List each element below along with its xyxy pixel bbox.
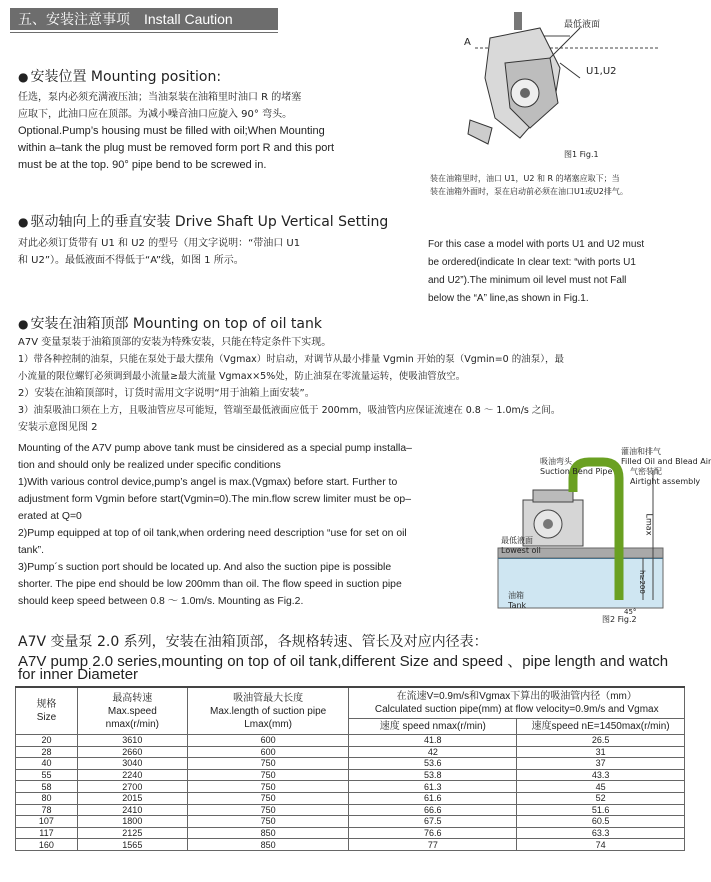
text-line: be ordered(indicate In clear text: “with ports U1 [428, 257, 636, 268]
cell-max-length: 600 [187, 735, 349, 747]
fig2-label-oil [501, 535, 541, 555]
text-line: 对此必须订货带有 U1 和 U2 的型号（用文字说明：“带油口 U1 [18, 238, 301, 249]
cell-max-length: 750 [187, 792, 349, 804]
header-speed-cn: 最高转速 [112, 692, 153, 704]
section-header-cn: 五、安装注意事项 [18, 12, 130, 28]
cell-max-speed: 2700 [77, 781, 187, 793]
cell-max-length: 750 [187, 781, 349, 793]
fig2-label-seal [630, 466, 700, 486]
section3-body-en [18, 440, 412, 610]
cell-max-length: 600 [187, 746, 349, 758]
fig2-label-pipe [540, 456, 612, 476]
section2-title-text: 驱动轴向上的垂直安装 Drive Shaft Up Vertical Setting [30, 214, 389, 230]
fig2-label-45: 45° [624, 608, 637, 616]
text-line: 1）带各种控制的油泵，只能在泵处于最大摆角（Vgmax）时启动，对调节从最小排量 Vgmin 开始的泵（Vgmin=0 的油泵），最 [18, 354, 564, 365]
table-row [16, 781, 685, 793]
header-sub-speed-1450: 速度speed nE=1450max(r/min) [517, 719, 685, 735]
cell-max-speed: 1565 [77, 839, 187, 851]
cell-max-speed: 2240 [77, 769, 187, 781]
bullet-icon: ● [18, 317, 29, 331]
cell-max-length: 850 [187, 839, 349, 851]
header-speed [77, 687, 187, 735]
cell-diam-1450: 51.6 [517, 804, 685, 816]
fig2-label-tank [508, 590, 526, 610]
table-row [16, 758, 685, 770]
table-row [16, 804, 685, 816]
text-line: 小流量的限位螺钉必须调到最小流量≥最大流量 Vgmax×5%处，防止油泵在零流量运转，使吸油管放空。 [18, 371, 466, 382]
text-line: shorter. The pipe end should be low 200mm than oil. The flow speed in suction pipe [18, 579, 402, 590]
cell-max-speed: 2410 [77, 804, 187, 816]
fig2-label-tank-en: Tank [508, 601, 527, 610]
text-line: erated at Q=0 [18, 511, 82, 522]
text-line: 和 U2”）。最低液面不得低于“A”线，如图 1 所示。 [18, 255, 244, 266]
header-length-unit: Lmax(mm) [244, 718, 292, 730]
fig2-label-fill-cn: 灌油和排气 [621, 447, 661, 456]
text-line: 3)Pump´s suction port should be located up. And also the suction pipe is possible [18, 562, 392, 573]
fig1-caption: 图1 Fig.1 [564, 150, 599, 159]
table-title-en-line2: for inner Diameter [18, 666, 139, 683]
cell-diam-1450: 74 [517, 839, 685, 851]
table-row [16, 816, 685, 828]
cell-size: 40 [16, 758, 78, 770]
cell-diam-nmax: 67.5 [349, 816, 517, 828]
section2-body-en [428, 236, 644, 308]
spec-table [15, 686, 685, 851]
fig1-drawing [430, 8, 700, 158]
cell-size: 117 [16, 827, 78, 839]
text-line: 2）安装在油箱顶部时，订货时需用文字说明“用于油箱上面安装”。 [18, 388, 315, 399]
header-sub-speed-max: 速度 speed nmax(r/min) [349, 719, 517, 735]
text-line: and U2”).The minimum oil level must not Fall [428, 275, 627, 286]
section1-title-text: 安装位置 Mounting position: [30, 69, 222, 85]
cell-max-speed: 3610 [77, 735, 187, 747]
table-row [16, 792, 685, 804]
text-line: 3）油泵吸油口须在上方，且吸油管应尽可能短，管端至最低液面应低于 200mm，吸油管内应保证流速在 0.8 ～ 1.0m/s 之间。 [18, 405, 561, 416]
header-length-cn: 吸油管最大长度 [233, 692, 304, 704]
fig2-label-oil-cn: 最低液面 [501, 536, 533, 545]
fig2-label-fill-en: Filled Oil and Blead Air [621, 457, 711, 466]
cell-size: 55 [16, 769, 78, 781]
header-rule [10, 32, 278, 33]
table-header-row [16, 687, 685, 719]
cell-diam-1450: 60.5 [517, 816, 685, 828]
cell-diam-nmax: 61.3 [349, 781, 517, 793]
fig2-label-seal-cn: 气密装配 [630, 467, 662, 476]
fig2-label-seal-en: Airtight assembly [630, 477, 701, 486]
section2-title [18, 211, 388, 231]
cell-max-speed: 1800 [77, 816, 187, 828]
text-line: 任选，泵内必须充满液压油；当油泵装在油箱里时油口 R 的堵塞 [18, 92, 302, 103]
header-speed-unit: nmax(r/min) [105, 718, 159, 730]
fig1-note [430, 172, 628, 198]
cell-max-speed: 2660 [77, 746, 187, 758]
cell-diam-nmax: 42 [349, 746, 517, 758]
cell-size: 78 [16, 804, 78, 816]
fig2-label-lmax: Lmax [644, 513, 654, 536]
header-calc-cn: 在流速V=0.9m/s和Vgmax下算出的吸油管内径（mm） [396, 691, 637, 702]
cell-max-length: 750 [187, 758, 349, 770]
header-size-cn: 规格 [36, 699, 57, 710]
text-line: 装在油箱里时，油口 U1，U2 和 R 的堵塞应取下；当 [430, 174, 620, 183]
header-length-en: Max.length of suction pipe [210, 705, 327, 717]
text-line: adjustment form Vgmin before start(Vgmin=0).The min.flow screw limiter must be op– [18, 494, 411, 505]
cell-diam-1450: 52 [517, 792, 685, 804]
text-line: 应取下，此油口应在顶部。为减小噪音油口应旋入 90° 弯头。 [18, 109, 293, 120]
text-line: tion and should only be realized under specific conditions [18, 460, 281, 471]
cell-diam-nmax: 66.6 [349, 804, 517, 816]
cell-max-length: 750 [187, 769, 349, 781]
cell-diam-1450: 31 [517, 746, 685, 758]
cell-size: 160 [16, 839, 78, 851]
text-line: should keep speed between 0.8 ～ 1.0m/s. Mounting as Fig.2. [18, 596, 304, 607]
table-body [16, 735, 685, 851]
section1-body [18, 89, 334, 174]
header-speed-en: Max.speed [107, 705, 157, 717]
header-calc [349, 687, 685, 719]
text-line: For this case a model with ports U1 and U2 must [428, 239, 645, 250]
bullet-icon: ● [18, 215, 29, 229]
text-line: 装在油箱外面时，泵在启动前必须在油口U1或U2排气。 [430, 187, 628, 196]
cell-diam-nmax: 61.6 [349, 792, 517, 804]
fig2-label-pipe-cn: 吸油弯头 [540, 457, 572, 466]
text-line: 2)Pump equipped at top of oil tank,when ordering need description “use for set on oil [18, 528, 407, 539]
cell-diam-1450: 43.3 [517, 769, 685, 781]
fig2-label-oil-en: Lowest oil [501, 546, 541, 555]
table-row [16, 827, 685, 839]
table-row [16, 769, 685, 781]
cell-diam-nmax: 41.8 [349, 735, 517, 747]
cell-max-speed: 2015 [77, 792, 187, 804]
cell-size: 58 [16, 781, 78, 793]
cell-max-speed: 3040 [77, 758, 187, 770]
text-line: must be at the top. 90° pipe bend to be screwed in. [18, 159, 267, 171]
fig2-label-pipe-en: Suction Bend Pipe [540, 467, 613, 476]
cell-diam-nmax: 76.6 [349, 827, 517, 839]
fig1-label-u: U1,U2 [586, 66, 617, 77]
fig2-label-tank-cn: 油箱 [508, 591, 524, 600]
text-line: 1)With various control device,pump’s angel is max.(Vgmax) before start. Further to [18, 477, 398, 488]
fig1-label-top: 最低液面 [564, 20, 601, 30]
header-calc-en: Calculated suction pipe(mm) at flow velocity=0.9m/s and Vgmax [374, 704, 659, 715]
cell-diam-1450: 45 [517, 781, 685, 793]
section-header [10, 8, 278, 30]
text-line: A7V 变量泵装于油箱顶部的安装为特殊安装，只能在特定条件下实现。 [18, 337, 332, 348]
cell-diam-1450: 37 [517, 758, 685, 770]
cell-max-length: 750 [187, 816, 349, 828]
text-line: 安装示意图见图 2 [18, 422, 98, 433]
bullet-icon: ● [18, 70, 29, 84]
header-size-en: Size [36, 712, 57, 723]
fig2-label-200: h≥200 [637, 570, 646, 594]
section2-body-cn [18, 235, 300, 269]
cell-max-length: 850 [187, 827, 349, 839]
cell-diam-nmax: 77 [349, 839, 517, 851]
fig1-label-a: A [464, 37, 471, 48]
text-line: Optional.Pump’s housing must be filled with oil;When Mounting [18, 125, 325, 137]
header-length [187, 687, 349, 735]
table-title-cn: A7V 变量泵 2.0 系列，安装在油箱顶部，各规格转速、管长及对应内径表： [18, 634, 488, 650]
cell-max-speed: 2125 [77, 827, 187, 839]
section1-title [18, 66, 221, 86]
header-size [16, 687, 78, 735]
cell-size: 80 [16, 792, 78, 804]
fig2-caption: 图2 Fig.2 [602, 615, 637, 624]
table-title-en-line1: A7V pump 2.0 series,mounting on top of oil tank,different Size and speed 、pipe length and watch [18, 653, 669, 670]
text-line: tank”. [18, 545, 44, 556]
section3-body-cn [18, 334, 564, 436]
text-line: below the “A” line,as shown in Fig.1. [428, 293, 589, 304]
fig2-label-fill [621, 446, 711, 466]
cell-size: 28 [16, 746, 78, 758]
table-row [16, 735, 685, 747]
cell-size: 20 [16, 735, 78, 747]
section-header-en: Install Caution [144, 11, 233, 27]
cell-size: 107 [16, 816, 78, 828]
section3-title-text: 安装在油箱顶部 Mounting on top of oil tank [30, 316, 322, 332]
cell-diam-1450: 26.5 [517, 735, 685, 747]
cell-max-length: 750 [187, 804, 349, 816]
text-line: within a–tank the plug must be removed form port R and this port [18, 142, 335, 154]
cell-diam-1450: 63.3 [517, 827, 685, 839]
table-row [16, 839, 685, 851]
section3-title [18, 313, 322, 333]
cell-diam-nmax: 53.8 [349, 769, 517, 781]
text-line: Mounting of the A7V pump above tank must be cinsidered as a special pump installa– [18, 443, 412, 454]
cell-diam-nmax: 53.6 [349, 758, 517, 770]
table-row [16, 746, 685, 758]
